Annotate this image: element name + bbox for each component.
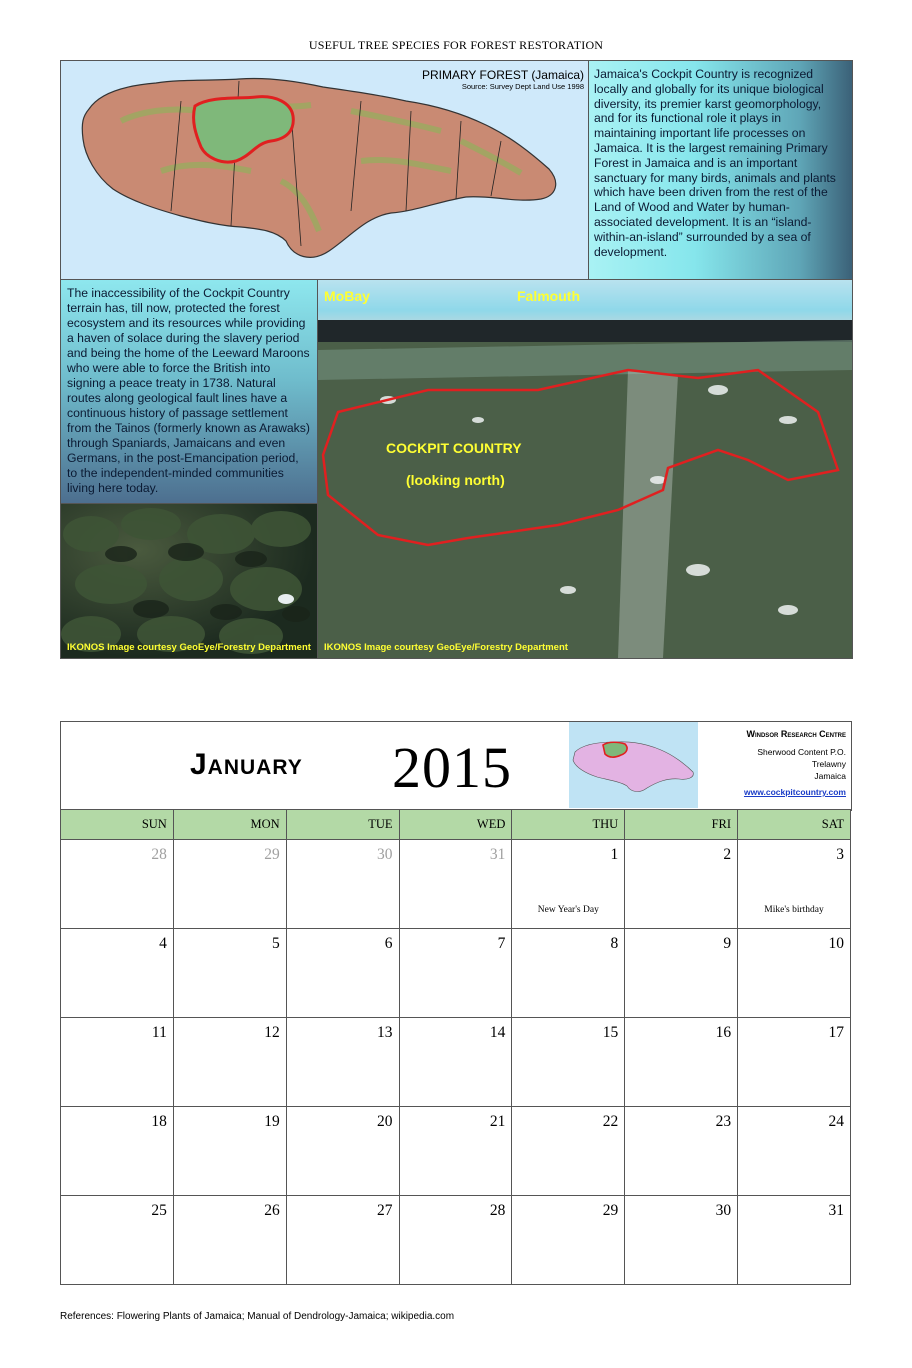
intro-text: Jamaica's Cockpit Country is recognized locally and globally for its unique biological diversity, its premier karst geomorphology, and for its functional role it plays in maintaining important life processes on Jamaica. It is the largest remaining Primary Forest in Jamaica and is an important sanctuary for many birds, animals and plants which have been driven from the rest of the Land of Wood and Water by human-associated development. It is an “island-within-an-island” surrounded by a sea of development. [594, 67, 836, 259]
day-number: 29 [264, 846, 280, 863]
calendar-day-cell[interactable] [399, 840, 512, 929]
day-event: New Year's Day [537, 905, 599, 915]
calendar-grid [60, 809, 851, 1285]
calendar-week-row [61, 929, 851, 1018]
day-number: 28 [151, 846, 167, 863]
calendar-day-cell[interactable] [286, 1107, 399, 1196]
calendar-day-cell[interactable] [738, 929, 851, 1018]
day-number: 20 [377, 1113, 393, 1130]
forest-image-credit: IKONOS Image courtesy GeoEye/Forestry Department [67, 642, 311, 653]
calendar-day-cell[interactable] [738, 840, 851, 929]
forest-canopy-image [60, 503, 318, 659]
day-number: 27 [377, 1202, 393, 1219]
calendar-week-row [61, 840, 851, 929]
day-number: 16 [715, 1024, 732, 1041]
calendar-week-row [61, 1107, 851, 1196]
weekday-sun: SUN [61, 810, 174, 840]
day-number: 30 [377, 846, 393, 863]
day-number: 31 [489, 846, 506, 863]
day-number: 15 [602, 1024, 619, 1041]
day-number: 10 [828, 935, 844, 952]
day-number: 8 [610, 935, 619, 952]
day-number: 21 [489, 1113, 506, 1130]
calendar-day-cell[interactable] [173, 1196, 286, 1285]
org-name: Windsor Research Centre [746, 729, 846, 739]
day-number: 5 [271, 935, 280, 952]
day-number: 7 [497, 935, 506, 952]
day-number: 11 [151, 1024, 167, 1041]
calendar-day-cell[interactable] [173, 1107, 286, 1196]
cockpit-country-satellite-image [317, 279, 853, 659]
calendar-day-cell[interactable] [512, 1196, 625, 1285]
calendar-day-cell[interactable] [286, 1018, 399, 1107]
day-number: 28 [489, 1202, 506, 1219]
day-number: 2 [723, 846, 732, 863]
weekday-tue: TUE [286, 810, 399, 840]
calendar-day-cell[interactable] [173, 840, 286, 929]
organization-info [704, 728, 846, 798]
jamaica-mini-map [569, 722, 698, 808]
calendar-day-cell[interactable] [738, 1196, 851, 1285]
day-number: 3 [836, 846, 844, 863]
calendar-day-cell[interactable] [512, 840, 625, 929]
org-address-2: Trelawny [811, 759, 846, 769]
day-number: 12 [264, 1024, 280, 1041]
calendar-day-cell[interactable] [399, 1196, 512, 1285]
map-source: Source: Survey Dept Land Use 1998 [461, 82, 584, 91]
history-text: The inaccessibility of the Cockpit Country terrain has, till now, protected the forest ecosystem and its resources while providing a haven of solace during the slavery period and being the home of the Leeward Maroons who were able to force the British into signing a peace treaty in 1738. Natural routes along geological fault lines have a continuous history of passage settlement from the Tainos (formerly known as Arawaks) through Spaniards, Jamaicans and even Germans, in the post-Emancipation period, to the independent-minded communities living here today. [67, 286, 310, 495]
satellite-image-credit: IKONOS Image courtesy GeoEye/Forestry Department [324, 642, 568, 653]
references: References: Flowering Plants of Jamaica; Manual of Dendrology-Jamaica; wikipedia.com [60, 1311, 455, 1322]
history-text-panel [60, 279, 318, 504]
calendar-day-cell[interactable] [512, 1107, 625, 1196]
weekday-sat: SAT [738, 810, 851, 840]
calendar-day-cell[interactable] [625, 1107, 738, 1196]
calendar-day-cell[interactable] [399, 929, 512, 1018]
weekday-thu: THU [512, 810, 625, 840]
weekday-wed: WED [399, 810, 512, 840]
jamaica-map-graphic [61, 61, 588, 279]
falmouth-label: Falmouth [517, 288, 580, 304]
calendar-day-cell[interactable] [286, 840, 399, 929]
org-address-3: Jamaica [814, 771, 846, 781]
calendar-day-cell[interactable] [399, 1107, 512, 1196]
calendar-day-cell[interactable] [625, 1196, 738, 1285]
calendar-week-row [61, 1196, 851, 1285]
intro-text-panel [588, 60, 853, 280]
day-number: 22 [602, 1113, 619, 1130]
day-number: 23 [715, 1113, 732, 1130]
day-number: 14 [489, 1024, 506, 1041]
day-number: 25 [151, 1202, 167, 1219]
day-number: 31 [828, 1202, 844, 1219]
calendar-month: January [190, 748, 303, 781]
calendar-year: 2015 [392, 735, 512, 800]
weekday-mon: MON [173, 810, 286, 840]
calendar-week-row [61, 1018, 851, 1107]
calendar-day-cell[interactable] [625, 840, 738, 929]
map-title: PRIMARY FOREST (Jamaica) [421, 68, 584, 82]
org-website-link[interactable]: www.cockpitcountry.com [743, 787, 846, 797]
mobay-label: MoBay [324, 288, 370, 304]
day-number: 9 [723, 935, 732, 952]
calendar-day-cell[interactable] [286, 1196, 399, 1285]
day-number: 30 [715, 1202, 732, 1219]
day-number: 1 [610, 846, 619, 863]
weekday-fri: FRI [625, 810, 738, 840]
calendar-day-cell[interactable] [738, 1018, 851, 1107]
calendar-day-cell[interactable] [61, 840, 174, 929]
calendar-day-cell[interactable] [399, 1018, 512, 1107]
calendar-day-cell[interactable] [286, 929, 399, 1018]
calendar-day-cell[interactable] [625, 929, 738, 1018]
day-number: 24 [828, 1113, 844, 1130]
looking-north-label: (looking north) [406, 472, 505, 488]
calendar-day-cell[interactable] [512, 929, 625, 1018]
calendar-day-cell[interactable] [173, 1018, 286, 1107]
weekday-header-row [61, 810, 851, 840]
jamaica-primary-forest-map [60, 60, 589, 280]
org-address-1: Sherwood Content P.O. [757, 747, 846, 757]
calendar-day-cell[interactable] [512, 1018, 625, 1107]
calendar-day-cell[interactable] [61, 1196, 174, 1285]
calendar-day-cell[interactable] [625, 1018, 738, 1107]
calendar-day-cell[interactable] [61, 1107, 174, 1196]
day-number: 26 [264, 1202, 280, 1219]
day-number: 4 [159, 935, 167, 952]
calendar-day-cell[interactable] [61, 1018, 174, 1107]
calendar-day-cell[interactable] [61, 929, 174, 1018]
day-number: 29 [602, 1202, 619, 1219]
calendar-day-cell[interactable] [738, 1107, 851, 1196]
calendar-day-cell[interactable] [173, 929, 286, 1018]
day-number: 18 [151, 1113, 167, 1130]
page-header-title: USEFUL TREE SPECIES FOR FOREST RESTORATION [308, 38, 604, 52]
day-number: 13 [377, 1024, 393, 1041]
day-event: Mike's birthday [764, 905, 824, 915]
day-number: 17 [828, 1024, 844, 1041]
cockpit-country-label: COCKPIT COUNTRY [386, 440, 522, 456]
day-number: 6 [384, 935, 393, 952]
day-number: 19 [264, 1113, 280, 1130]
